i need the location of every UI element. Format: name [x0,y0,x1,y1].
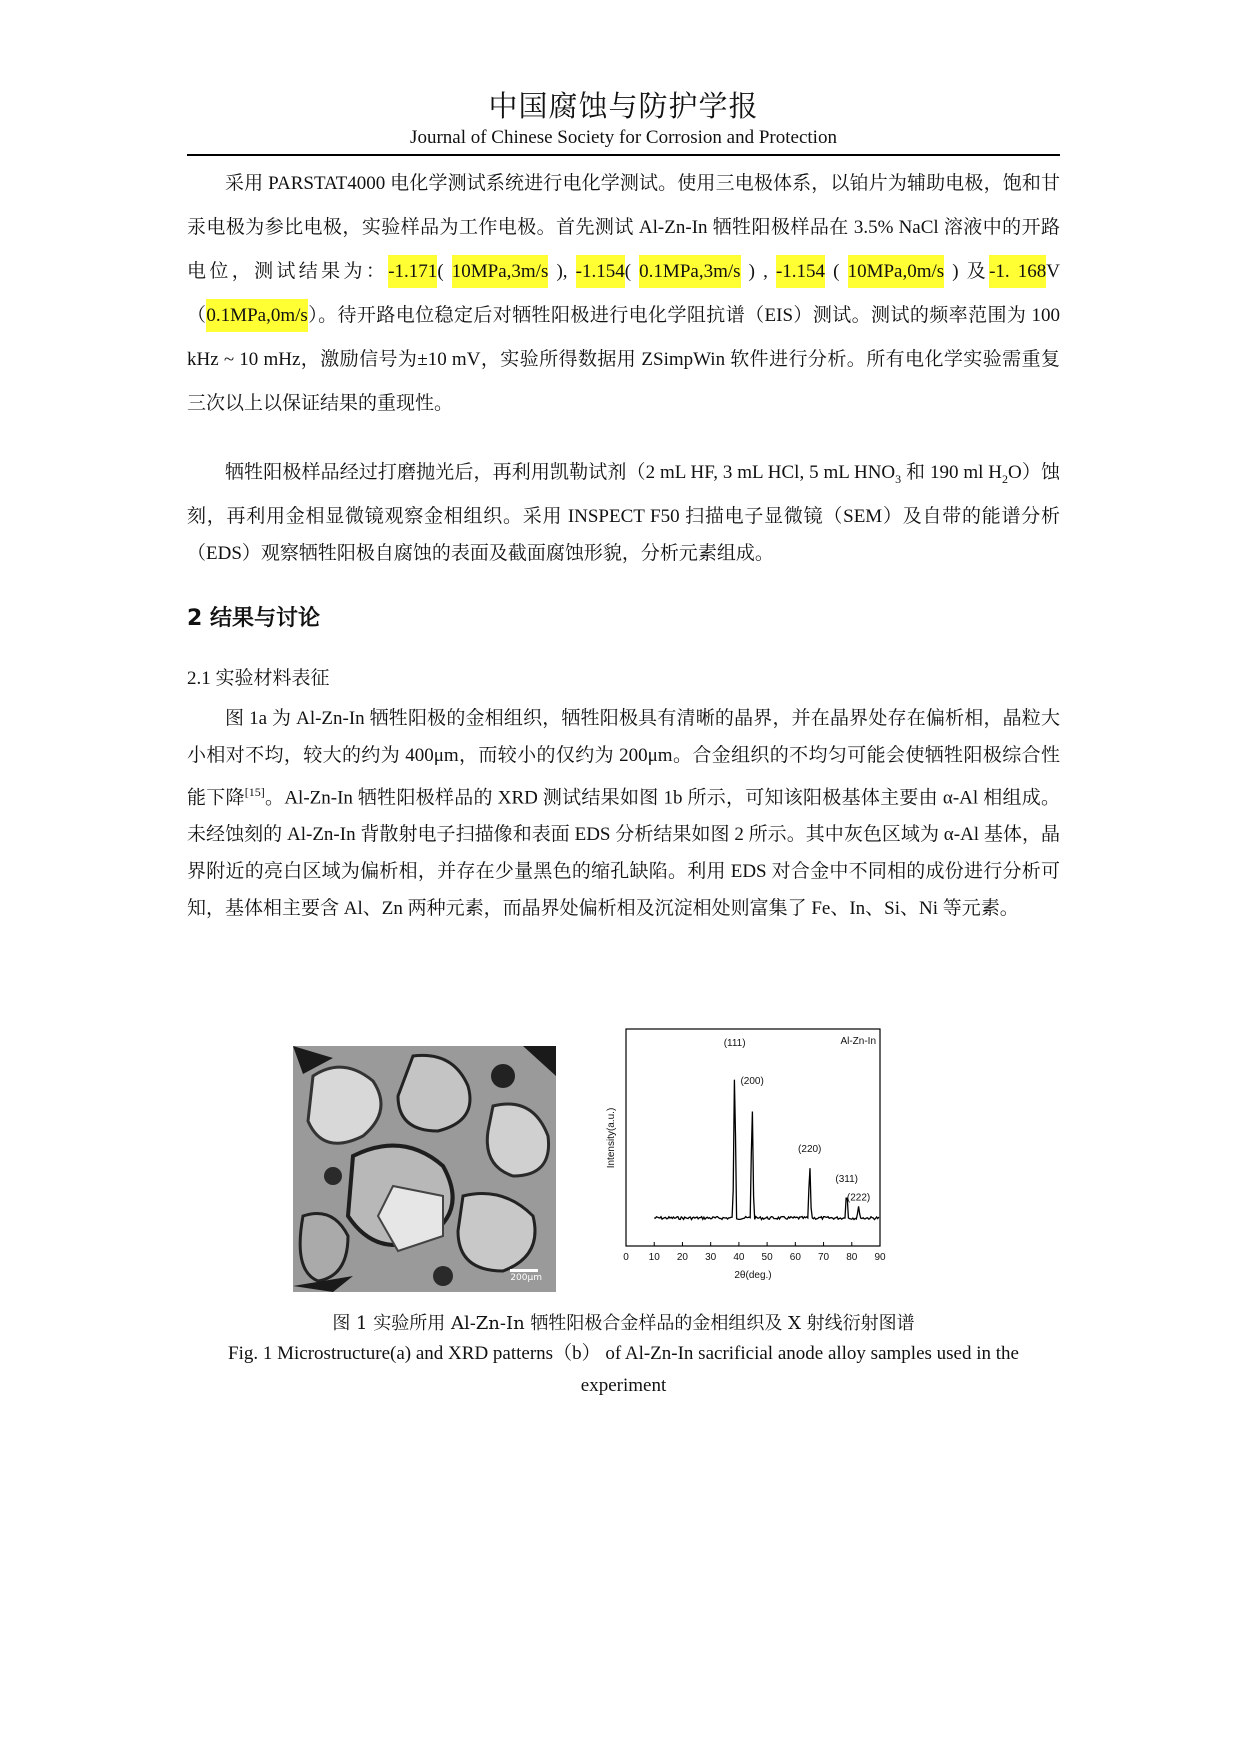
xrd-trace [654,1080,879,1220]
journal-header [187,88,1060,150]
ocp-value-2: -1.154 [576,255,625,288]
x-tick-label: 90 [874,1252,886,1263]
journal-title-en: Journal of Chinese Society for Corrosion and Protection [410,127,837,148]
ocp-cond-3: 10MPa,0m/s [848,255,945,288]
paragraph-2: 牺牲阳极样品经过打磨抛光后，再利用凯勒试剂（2 mL HF, 3 mL HCl, 5 mL $HNO_3$ 和 190 ml $H_2O$）蚀刻，再利用金相显微镜观察金相组织。采用 INSPECT F50 扫描电子显微镜（SEM）及自带的能谱分析（EDS）观察牺牲阳极自腐蚀的表面及截面腐蚀形貌，分析元素组成。 [187,462,1060,564]
figure-caption-en: Fig. 1 Microstructure(a) and XRD patterns（b） of Al-Zn-In sacrificial anode alloy samples used in the experiment [228,1343,1019,1396]
x-tick-label: 0 [623,1252,629,1263]
peak-label: (220) [798,1144,822,1156]
paragraph-3: 图 1a 为 Al-Zn-In 牺牲阳极的金相组织，牺牲阳极具有清晰的晶界，并在晶界处存在偏析相，晶粒大小相对不均，较大的约为 400μm，而较小的仅约为 200μm。合金组织的不均匀可能会使牺牲阳极综合性能下降[15]。Al-Zn-In 牺牲阳极样品的 XRD 测试结果如图 1b 所示，可知该阳极基体主要由 α-Al 相组成。未经蚀刻的 Al-Zn-In 背散射电子扫描像和表面 EDS 分析结果如图 2 所示。其中灰色区域为 α-Al 基体，晶界附近的亮白区域为偏析相，并存在少量黑色的缩孔缺陷。利用 EDS 对合金中不同相的成份进行分析可知，基体相主要含 Al、Zn 两种元素，而晶界处偏析相及沉淀相处则富集了 Fe、In、Si、Ni 等元素。 [187,708,1060,920]
scale-bar: 200μm [510,1269,542,1283]
x-tick-label: 40 [733,1252,745,1263]
x-tick-label: 60 [789,1252,801,1263]
peak-label: (200) [740,1076,764,1088]
peak-label: (222) [846,1192,871,1204]
peak-label: (311) [835,1174,859,1186]
x-tick-label: 70 [817,1252,830,1263]
paragraph-1: 采用 PARSTAT4000 电化学测试系统进行电化学测试。使用三电极体系，以铂片为辅助电极，饱和甘汞电极为参比电极，实验样品为工作电极。首先测试 Al-Zn-In 牺牲阳极样品在 3.5% NaCl 溶液中的开路电位，测试结果为：-1.171( 10MPa,3m/s ), -1.154( 0.1MPa,3m/s ) , -1.154 ( 10MPa,0m/s ) 及-1. 168V（0.1MPa,0m/s）。待开路电位稳定后对牺牲阳极进行电化学阻抗谱（EIS）测试。测试的频率范围为 100 kHz ~ 10 mHz，激励信号为±10 mV，实验所得数据用 ZSimpWin 软件进行分析。所有电化学实验需重复三次以上以保证结果的重现性。 [187,173,1060,414]
ocp-cond-2: 0.1MPa,3m/s [639,255,740,288]
legend-label: Al-Zn-In [840,1036,876,1047]
x-tick-label: 20 [676,1252,689,1263]
ocp-value-3: -1.154 [776,255,825,288]
x-ticks [623,1242,886,1263]
microstructure-image [293,1046,556,1292]
xrd-chart [600,1020,900,1285]
header-rule [187,154,1060,156]
y-axis-label: Intensity(a.u.) [606,1107,617,1169]
x-tick-label: 50 [761,1252,773,1263]
x-axis-label: 2θ(deg.) [734,1270,772,1281]
figure-caption-cn: 图 1 实验所用 Al-Zn-In 牺牲阳极合金样品的金相组织及 X 射线衍射图谱 [332,1313,915,1334]
ocp-value-1: -1.171 [388,255,437,288]
ocp-cond-1: 10MPa,3m/s [452,255,549,288]
x-tick-label: 80 [846,1252,858,1263]
section-2-heading: 2 结果与讨论 [187,606,320,631]
peak-label: (111) [723,1038,746,1049]
x-tick-label: 30 [705,1252,717,1263]
citation: [15] [244,785,265,799]
ocp-value-4: -1. 168 [989,255,1046,288]
ocp-cond-4: 0.1MPa,0m/s [206,299,307,332]
section-2-1-heading: 2.1 实验材料表征 [187,668,330,689]
journal-title-cn: 中国腐蚀与防护学报 [488,89,759,123]
x-tick-label: 10 [648,1252,660,1263]
peak-labels [724,1038,871,1203]
